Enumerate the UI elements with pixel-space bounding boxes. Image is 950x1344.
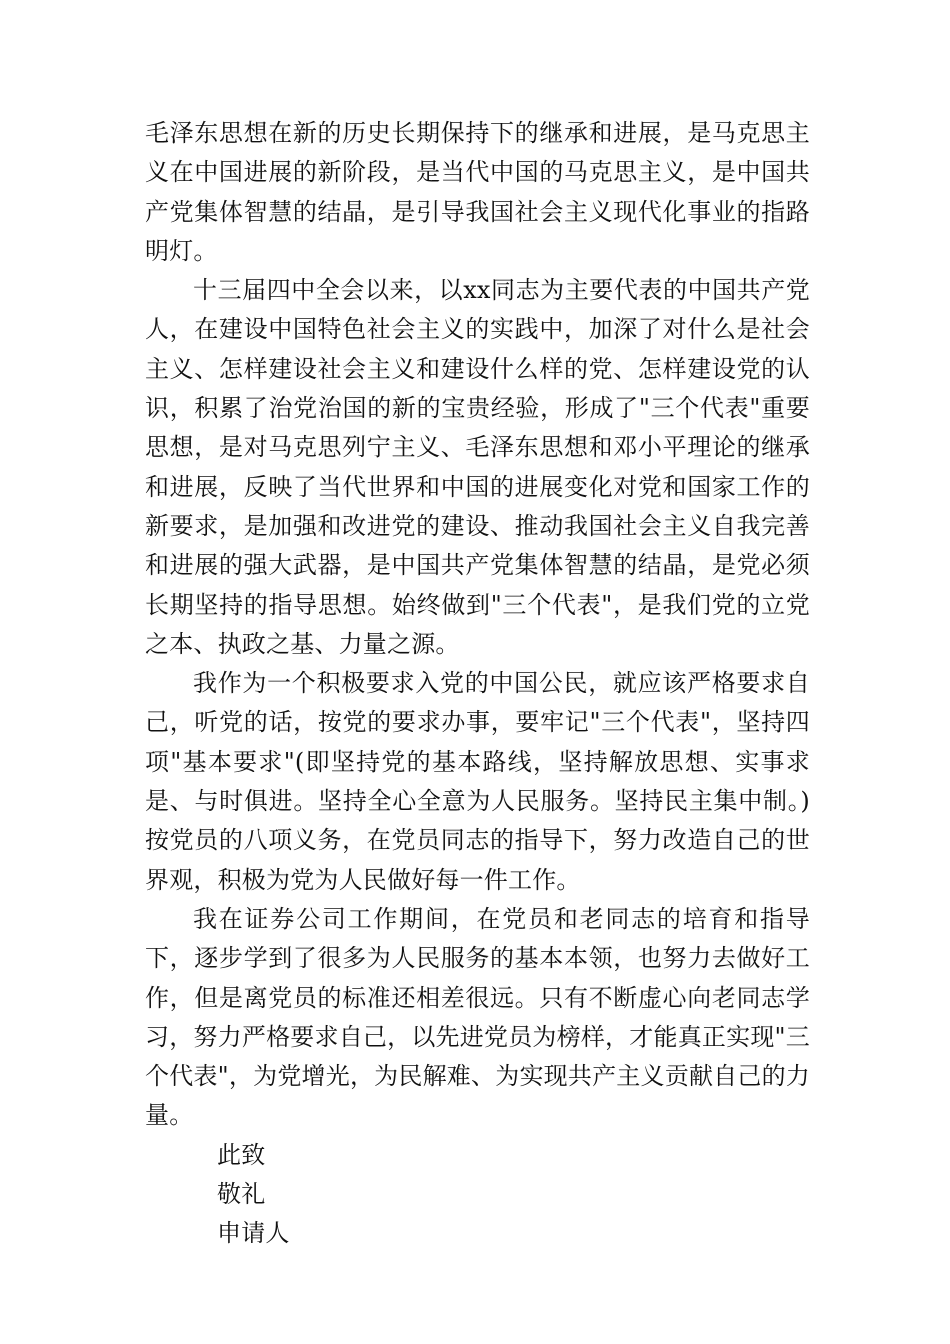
paragraph-2: 十三届四中全会以来，以xx同志为主要代表的中国共产党人，在建设中国特色社会主义的实践中，加深了对什么是社会主义、怎样建设社会主义和建设什么样的党、怎样建设党的认识，积累了治党治国的新的宝贵经验，形成了"三个代表"重要思想，是对马克思列宁主义、毛泽东思想和邓小平理论的继承和进展，反映了当代世界和中国的进展变化对党和国家工作的新要求，是加强和改进党的建设、推动我国社会主义自我完善和进展的强大武器，是中国共产党集体智慧的结晶，是党必须长期坚持的指导思想。始终做到"三个代表"，是我们党的立党之本、执政之基、力量之源。 [145,276,810,658]
document-body [145,114,810,1254]
paragraph-3: 我作为一个积极要求入党的中国公民，就应该严格要求自己，听党的话，按党的要求办事，要牢记"三个代表"，坚持四项"基本要求"(即坚持党的基本路线，坚持解放思想、实事求是、与时俱进。坚持全心全意为人民服务。坚持民主集中制。)按党员的八项义务，在党员同志的指导下，努力改造自己的世界观，积极为党为人民做好每一件工作。 [145,669,810,894]
closing-salutation: 此致 [217,1140,266,1169]
paragraph-1: 毛泽东思想在新的历史长期保持下的继承和进展，是马克思主义在中国进展的新阶段，是当代中国的马克思主义，是中国共产党集体智慧的结晶，是引导我国社会主义现代化事业的指路明灯。 [145,119,810,265]
applicant-label: 申请人 [217,1219,290,1248]
closing-regards: 敬礼 [217,1180,266,1209]
paragraph-4: 我在证券公司工作期间，在党员和老同志的培育和指导下，逐步学到了很多为人民服务的基本本领，也努力去做好工作，但是离党员的标准还相差很远。只有不断虚心向老同志学习，努力严格要求自己，以先进党员为榜样，才能真正实现"三个代表"，为党增光，为民解难、为实现共产主义贡献自己的力量。 [145,904,810,1130]
